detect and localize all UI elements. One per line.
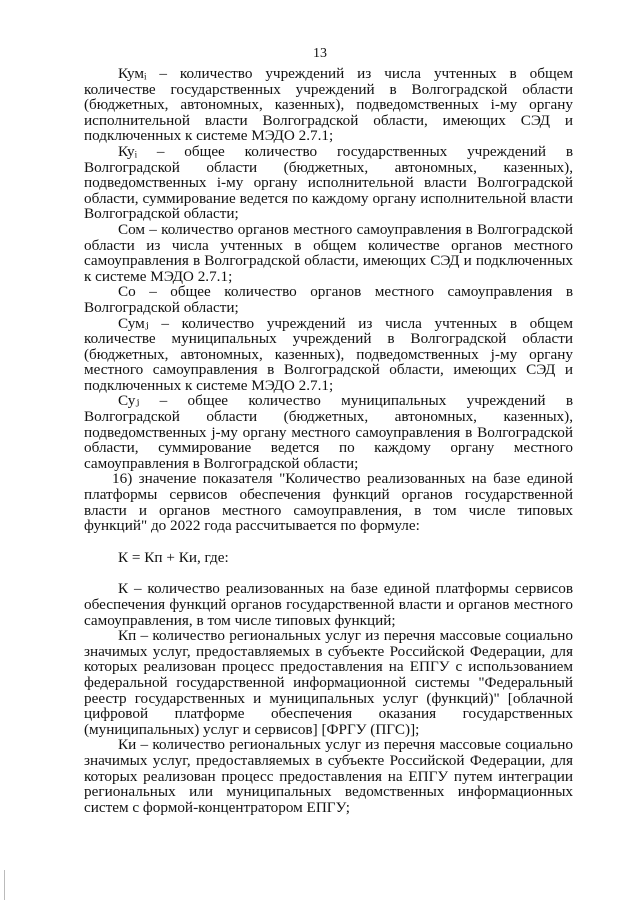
paragraph-ku: Куᵢ – общее количество государственных учреждений в Волгоградской области (бюджетных, автономных, казенных), подведомственных i-му органу исполнительной власти Волгоградской области, суммирование ведется по каждому органу исполнительной власти Волгоградской области; — [84, 142, 573, 223]
paragraph-indicator-16: 16) значение показателя "Количество реализованных на базе единой платформы сервисов обеспечения функций органов государственной власти и органов местного самоуправления, в том числе типовых функций" до 2022 года рассчитывается по формуле: — [84, 470, 573, 535]
paragraph-som: Сом – количество органов местного самоуправления в Волгоградской области из числа учтенных в общем количестве органов местного самоуправления в Волгоградской области, имеющих СЭД и подключенных к системе МЭДО 2.7.1; — [84, 220, 573, 285]
document-body — [84, 66, 573, 815]
page-number: 13 — [313, 46, 327, 61]
paragraph-sum: Сумⱼ – количество учреждений из числа учтенных в общем количестве муниципальных учреждений в Волгоградской области (бюджетных, автономных, казенных), подведомственных j-му органу местного самоуправления в Волгоградской области, имеющих СЭД и подключенных к системе МЭДО 2.7.1; — [84, 314, 573, 394]
paragraph-so: Со – общее количество органов местного самоуправления в Волгоградской области; — [84, 283, 573, 316]
formula: К = Кп + Ки, где: — [118, 548, 229, 566]
definition-kp: Кп – количество региональных услуг из перечня массовые социально значимых услуг, предоставляемых в субъекте Российской Федерации, для которых реализован процесс предоставления на ЕПГУ с использованием федеральной государственной информационной системы "Федеральный реестр государственных и муниципальных услуг (функций)" [облачной цифровой платформе обеспечения оказания государственных (муниципальных) услуг и сервисов] [ФРГУ (ПГС)]; — [84, 627, 573, 738]
definition-k: К – количество реализованных на базе единой платформы сервисов обеспечения функций органов государственной власти и органов местного самоуправления, в том числе типовых функций; — [84, 580, 573, 629]
scan-edge-mark — [4, 870, 5, 900]
paragraph-kum: Кумᵢ – количество учреждений из числа учтенных в общем количестве государственных учреждений в Волгоградской области (бюджетных, автономных, казенных), подведомственных i-му органу исполнительной власти Волгоградской области, имеющих СЭД и подключенных к системе МЭДО 2.7.1; — [84, 65, 573, 145]
paragraph-su: Суⱼ – общее количество муниципальных учреждений в Волгоградской области (бюджетных, автономных, казенных), подведомственных j-му органу местного самоуправления в Волгоградской области, суммирование ведется по каждому органу местного самоуправления в Волгоградской области; — [84, 392, 573, 472]
spacer — [84, 565, 573, 581]
definition-ki: Ки – количество региональных услуг из перечня массовые социально значимых услуг, предоставляемых в субъекте Российской Федерации, для которых реализован процесс предоставления на ЕПГУ путем интеграции региональных или муниципальных ведомственных информационных систем с формой-концентратором ЕПГУ; — [84, 736, 573, 816]
spacer — [84, 534, 573, 550]
